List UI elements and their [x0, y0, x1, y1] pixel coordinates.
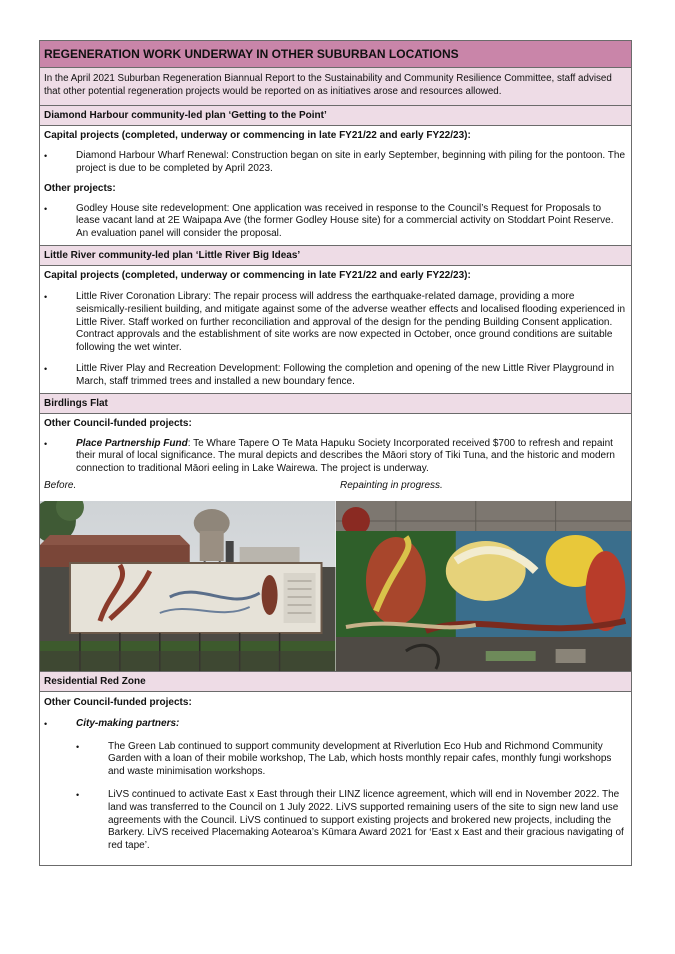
list-item: • The Green Lab continued to support community development at Riverlution Eco Hub and Richmond Community Garden with a loan of their mobile workshop, The Lab, which hosts monthly repair cafes, monthly fungi workshops and waste minimisation workshops.	[76, 740, 612, 778]
city-making-partners-label: City-making partners:	[76, 717, 180, 729]
bullet-icon: •	[44, 363, 48, 374]
list-item: • Place Partnership Fund: Te Whare Tapere O Te Mata Hapuku Society Incorporated received $700 to refresh and repaint their mural of local significance. The mural depicts and describes the Māori story of Tiki Tuna, and the historic and modern connection to traditional Māori eeling in Lake Wairewa. The project is underway.	[44, 437, 615, 475]
other-council-funded-heading: Other Council-funded projects:	[44, 696, 192, 708]
section-heading-little-river: Little River community-led plan ‘Little River Big Ideas’	[40, 246, 631, 266]
list-item: • Little River Play and Recreation Development: Following the completion and opening of the new Little River Playground in March, staff trimmed trees and installed a new boundary fence.	[44, 362, 615, 387]
fund-name: Place Partnership Fund	[76, 437, 188, 449]
bullet-icon: •	[44, 203, 48, 214]
photo-captions	[40, 476, 631, 501]
birdlings-flat-content	[40, 414, 631, 672]
list-item: • LiVS continued to activate East x East through their LINZ licence agreement, which will end in November 2022. The land was transferred to the Council on 1 July 2022. LiVS supported remaining users of the site to sign new land use agreements with the Council. LiVS continued to support existing projects and brokered new projects, including the Barkery. LiVS received Placemaking Aotearoa’s Kūmara Award 2021 for ‘East x East and their gracious navigating of red tape’.	[76, 788, 624, 852]
section-heading-diamond-harbour: Diamond Harbour community-led plan ‘Getting to the Point’	[40, 106, 631, 126]
red-zone-content	[40, 692, 631, 865]
other-projects-heading: Other projects:	[44, 182, 116, 194]
mural-before-photo	[40, 501, 336, 671]
bullet-icon: •	[44, 291, 48, 302]
other-council-funded-heading: Other Council-funded projects:	[44, 417, 192, 429]
bullet-icon: •	[44, 718, 48, 729]
list-item: • Godley House site redevelopment: One application was received in response to the Council’s Request for Proposals to lease vacant land at 2E Waipapa Ave (the former Godley House site) for a commercial activity on Stoddart Point Reserve. An evaluation panel will consider the proposal.	[44, 202, 614, 240]
mural-repainting-photo	[336, 501, 632, 671]
photo-strip	[40, 501, 631, 671]
caption-before: Before.	[44, 479, 77, 491]
bullet-icon: •	[76, 789, 80, 800]
caption-after: Repainting in progress.	[340, 479, 443, 491]
list-item	[40, 718, 631, 731]
list-item: • Diamond Harbour Wharf Renewal: Construction began on site in early September, beginning with piling for the pontoon. The project is due to be completed by April 2023.	[44, 150, 626, 174]
bullet-icon: •	[44, 438, 48, 449]
capital-projects-heading: Capital projects (completed, underway or commencing in late FY21/22 and early FY22/23):	[44, 269, 471, 281]
section-heading-residential-red-zone: Residential Red Zone	[40, 672, 631, 692]
list-item: • Little River Coronation Library: The repair process will address the earthquake-related damage, providing a more seismically-resilient building, and mitigate against some of the adverse weather effects and localised flooding experienced in Little River. Staff worked on further reconciliation and approval of the design for the pending Building Consent application. Contract approvals and the establishment of site works are now expected in October, once ground conditions are suitable following the wet winter.	[44, 290, 626, 354]
section-heading-birdlings-flat: Birdlings Flat	[40, 394, 631, 414]
bullet-icon: •	[44, 151, 48, 161]
diamond-harbour-content	[40, 126, 631, 246]
intro-text: In the April 2021 Suburban Regeneration Biannual Report to the Sustainability and Community Resilience Committee, staff advised that other potential regeneration projects would be reported on as initiatives arose and resources allowed.	[40, 68, 631, 106]
report-table	[39, 40, 632, 866]
little-river-content	[40, 266, 631, 394]
bullet-icon: •	[76, 741, 80, 752]
capital-projects-heading: Capital projects (completed, underway or commencing in late FY21/22 and early FY22/23):	[44, 130, 471, 141]
page-title: REGENERATION WORK UNDERWAY IN OTHER SUBURBAN LOCATIONS	[40, 41, 631, 68]
